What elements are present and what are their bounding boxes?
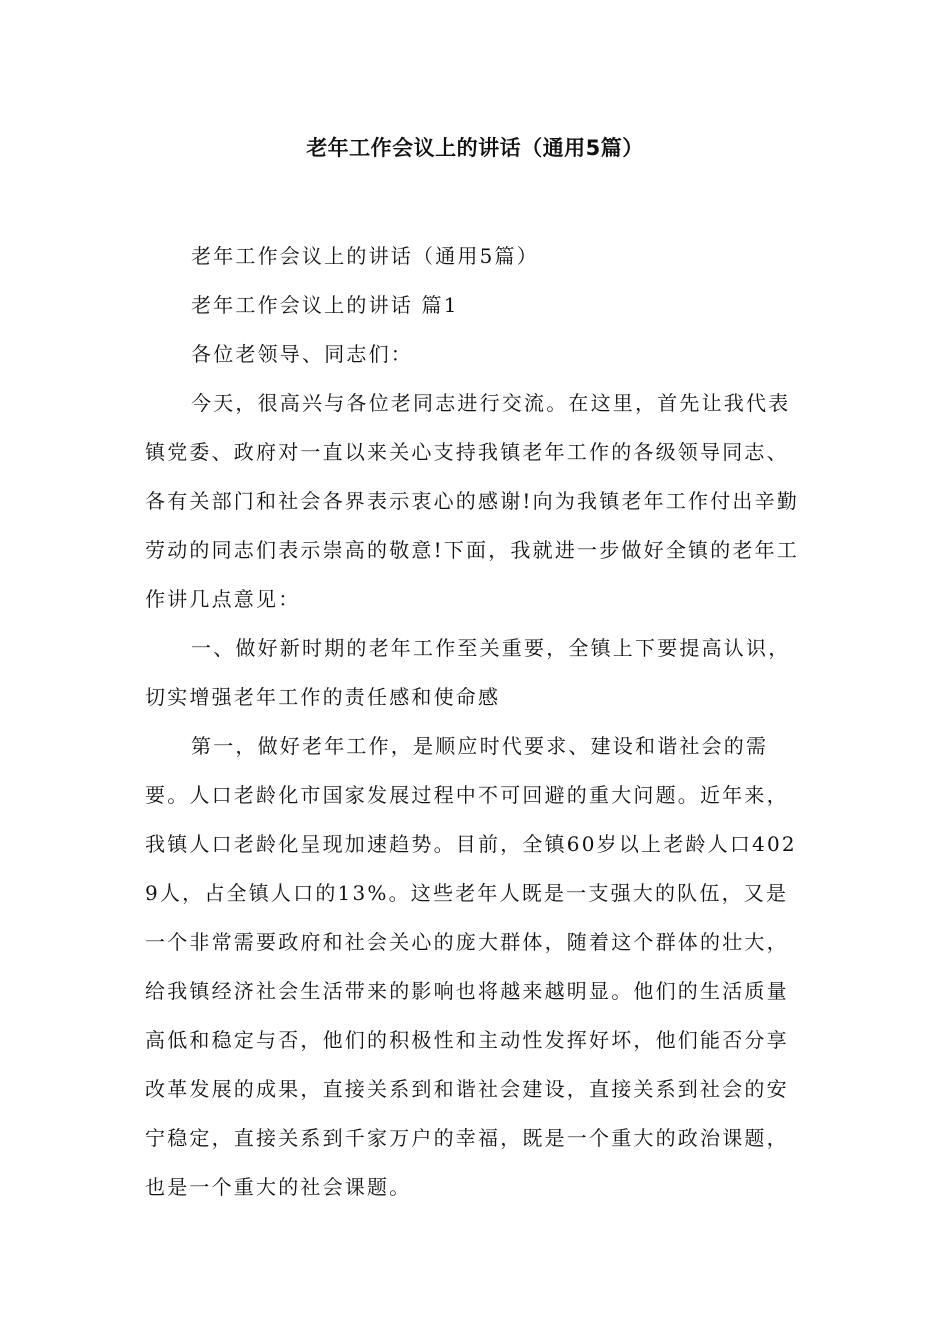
paragraph-section-heading: 老年工作会议上的讲话 篇1 — [191, 293, 459, 317]
paragraph-point-one-heading: 一、做好新时期的老年工作至关重要，全镇上下要提高认识，切实增强老年工作的责任感和使命感 — [145, 636, 791, 709]
paragraph-opening: 今天，很高兴与各位老同志进行交流。在这里，首先让我代表镇党委、政府对一直以来关心支持我镇老年工作的各级领导同志、各有关部门和社会各界表示衷心的感谢!向为我镇老年工作付出辛勤劳动的同志们表示崇高的敬意!下面，我就进一步做好全镇的老年工作讲几点意见： — [145, 391, 800, 611]
paragraph-subtitle: 老年工作会议上的讲话（通用5篇） — [191, 244, 539, 268]
document-title: 老年工作会议上的讲话（通用5篇） — [306, 136, 644, 160]
paragraph-salutation: 各位老领导、同志们： — [191, 342, 413, 366]
document-body — [145, 232, 810, 1212]
paragraph-point-one-first: 第一，做好老年工作，是顺应时代要求、建设和谐社会的需要。人口老龄化市国家发展过程中不可回避的重大问题。近年来，我镇人口老龄化呈现加速趋势。目前，全镇60岁以上老龄人口4029人，占全镇人口的13%。这些老年人既是一支强大的队伍，又是一个非常需要政府和社会关心的庞大群体，随着这个群体的壮大，给我镇经济社会生活带来的影响也将越来越明显。他们的生活质量高低和稳定与否，他们的积极性和主动性发挥好坏，他们能否分享改革发展的成果，直接关系到和谐社会建设，直接关系到社会的安宁稳定，直接关系到千家万户的幸福，既是一个重大的政治课题，也是一个重大的社会课题。 — [145, 734, 797, 1199]
